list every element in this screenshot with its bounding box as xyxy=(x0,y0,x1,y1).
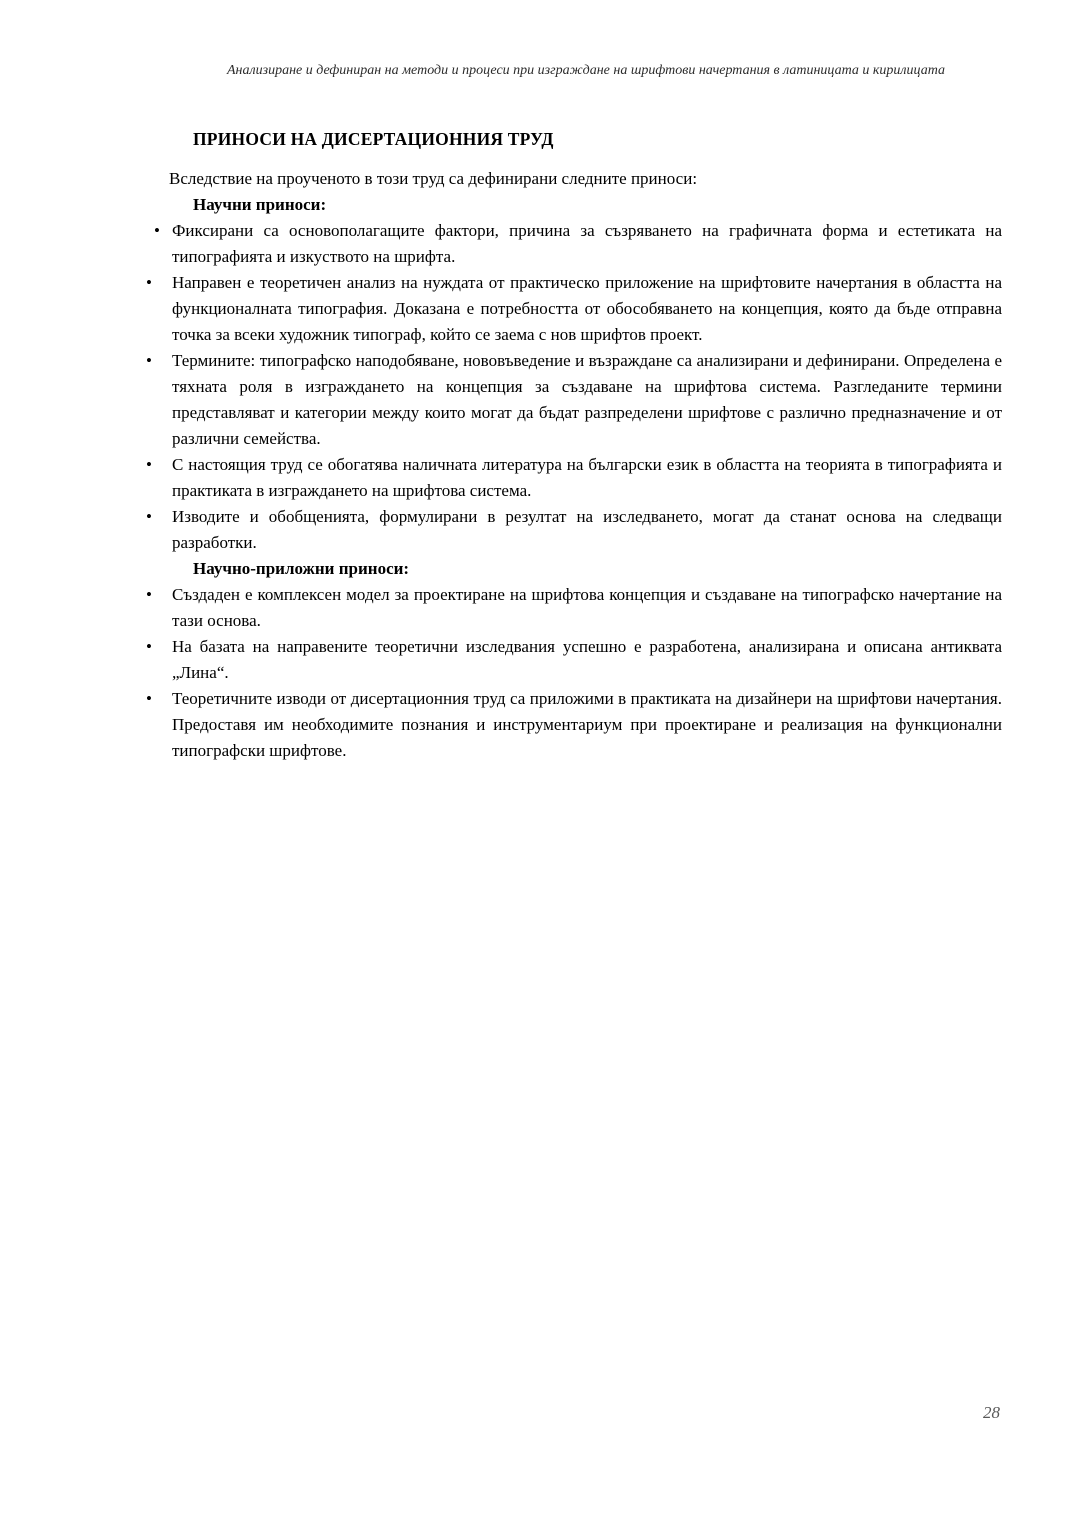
list-item xyxy=(140,504,1002,556)
bullet-text: Фиксирани са основополагащите фактори, причина за съзряването на графичната форма и естетиката на типографията и изкуството на шрифта. xyxy=(172,221,1002,266)
list-item xyxy=(140,270,1002,348)
intro-paragraph: Вследствие на проученото в този труд са дефинирани следните приноси: xyxy=(169,169,698,188)
running-header: Анализиране и дефиниран на методи и процеси при изграждане на шрифтови начертания в латиницата и кирилицата xyxy=(227,63,945,78)
bullet-text: Изводите и обобщенията, формулирани в резултат на изследването, могат да станат основа на следващи разработки. xyxy=(172,507,1002,552)
list-item xyxy=(140,452,1002,504)
scientific-bullet-list xyxy=(140,218,1002,556)
bullet-text: На базата на направените теоретични изследвания успешно е разработена, анализирана и описана антиквата „Лина“. xyxy=(172,637,1002,682)
list-item xyxy=(140,686,1002,764)
bullet-text: С настоящия труд се обогатява наличната литература на български език в областта на теорията в типографията и практиката в изграждането на шрифтова система. xyxy=(172,455,1002,500)
section-heading-applied-colon: : xyxy=(403,559,410,578)
section-heading-scientific xyxy=(193,192,1002,218)
list-item xyxy=(140,582,1002,634)
bullet-text: Теоретичните изводи от дисертационния труд са приложими в практиката на дизайнери на шрифтови начертания. Предоставя им необходимите познания и инструментариум при проектиране и реализация на функционални типографски шрифтове. xyxy=(172,689,1002,760)
page-number: 28 xyxy=(983,1403,1000,1422)
section-heading-scientific-colon: : xyxy=(320,195,327,214)
bullet-text: Направен е теоретичен анализ на нуждата от практическо приложение на шрифтовите начертания в областта на функционалната типография. Доказана е потребността от обособяването на концепция, която да бъде отправна точка за всеки художник типограф, който се заема с нов шрифтов проект. xyxy=(172,273,1002,344)
page-title: ПРИНОСИ НА ДИСЕРТАЦИОННИЯ ТРУД xyxy=(193,129,554,149)
section-heading-applied-label: Научно-приложни приноси xyxy=(193,559,404,578)
bullet-text: Термините: типографско наподобяване, нововъведение и възраждане са анализирани и дефинирани. Определена е тяхната роля в изграждането на концепция за създаване на шрифтова система. Разгледаните термини представляват и категории между които могат да бъдат разпределени шрифтове с различно предназначение и от различни семейства. xyxy=(172,351,1002,448)
section-heading-scientific-label: Научни приноси xyxy=(193,195,321,214)
applied-bullet-list xyxy=(140,582,1002,764)
bullet-text: Създаден е комплексен модел за проектиране на шрифтова концепция и създаване на типографско начертание на тази основа. xyxy=(172,585,1002,630)
list-item xyxy=(140,348,1002,452)
list-item xyxy=(140,218,1002,270)
section-heading-applied xyxy=(193,556,1002,582)
list-item xyxy=(140,634,1002,686)
